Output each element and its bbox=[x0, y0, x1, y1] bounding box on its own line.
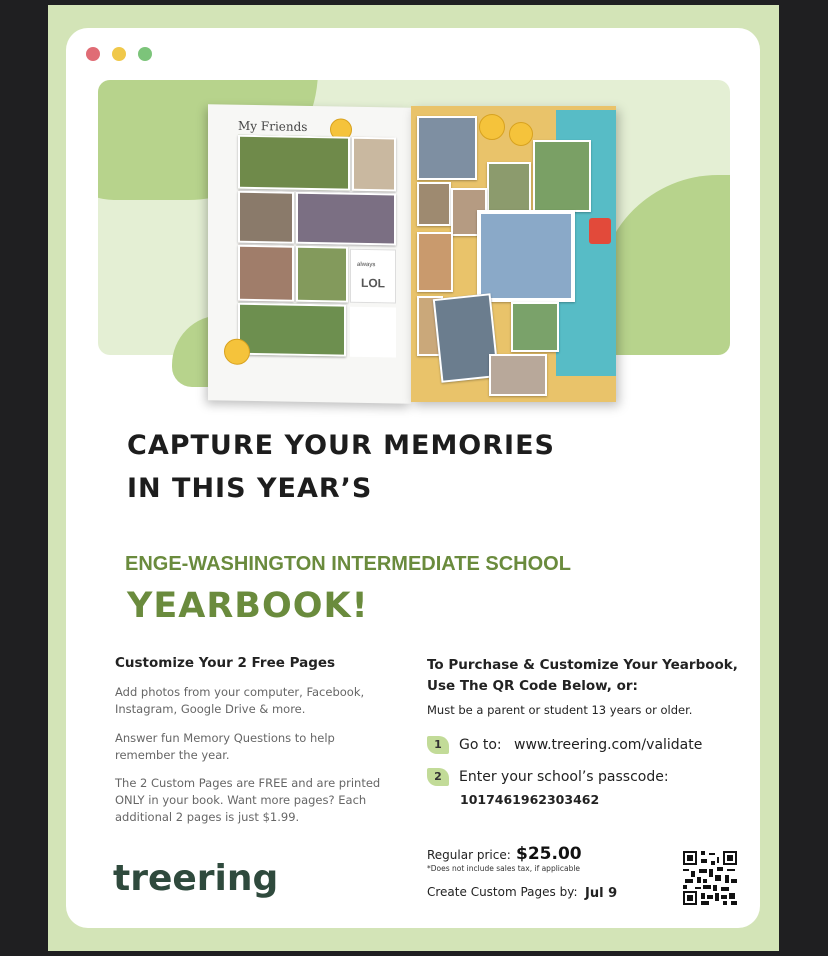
qr-code-icon[interactable] bbox=[683, 851, 737, 905]
window-close-button[interactable] bbox=[86, 47, 100, 61]
photo bbox=[238, 303, 346, 357]
quote-lol-text: LOL bbox=[361, 275, 385, 291]
customize-paragraph-2: Answer fun Memory Questions to help remember the year. bbox=[115, 731, 335, 762]
quote-small-text: always bbox=[357, 261, 376, 269]
regular-price-value: $25.00 bbox=[516, 844, 582, 864]
photo bbox=[296, 192, 396, 246]
photo bbox=[511, 302, 559, 352]
photo bbox=[296, 246, 348, 303]
deadline-date: Jul 9 bbox=[585, 886, 618, 901]
photo bbox=[352, 137, 396, 192]
photo bbox=[533, 140, 591, 212]
caption-block bbox=[350, 307, 396, 358]
quote-card bbox=[350, 249, 396, 304]
book-left-page bbox=[208, 104, 411, 404]
photo bbox=[238, 245, 294, 302]
photo bbox=[238, 191, 294, 244]
step-1-label: Go to: bbox=[459, 737, 502, 753]
deadline-label: Create Custom Pages by: bbox=[427, 885, 578, 899]
customize-paragraph-3: The 2 Custom Pages are FREE and are printed ONLY in your book. Want more pages? Each additional 2 pages is just $1.99. bbox=[115, 776, 381, 824]
photo bbox=[238, 135, 350, 191]
eligibility-text: Must be a parent or student 13 years or older. bbox=[427, 703, 693, 717]
fries-icon bbox=[589, 218, 611, 244]
headline-line-2: IN THIS YEAR’S bbox=[127, 473, 373, 504]
customize-heading: Customize Your 2 Free Pages bbox=[115, 655, 336, 671]
window-zoom-button[interactable] bbox=[138, 47, 152, 61]
photo bbox=[489, 354, 547, 396]
step-2-label: Enter your school’s passcode: bbox=[459, 769, 669, 785]
glasses-emoji-icon bbox=[509, 122, 533, 146]
photo bbox=[477, 210, 575, 302]
step-2-badge: 2 bbox=[427, 768, 449, 786]
headline-line-1: CAPTURE YOUR MEMORIES bbox=[127, 430, 555, 461]
photo bbox=[417, 232, 453, 292]
window-minimize-button[interactable] bbox=[112, 47, 126, 61]
book-page-title: My Friends bbox=[238, 118, 308, 134]
school-name: ENGE-WASHINGTON INTERMEDIATE SCHOOL bbox=[125, 553, 571, 575]
yearbook-title: YEARBOOK! bbox=[127, 586, 369, 626]
book-right-page bbox=[411, 106, 616, 402]
heart-eyes-emoji-icon bbox=[224, 339, 250, 365]
photo bbox=[487, 162, 531, 212]
photo bbox=[417, 116, 477, 180]
regular-price-label: Regular price: bbox=[427, 848, 511, 862]
customize-paragraph-1: Add photos from your computer, Facebook, Instagram, Google Drive & more. bbox=[115, 685, 365, 716]
tax-note: *Does not include sales tax, if applicable bbox=[427, 864, 581, 873]
yearbook-illustration bbox=[208, 106, 618, 402]
validate-url-link[interactable]: www.treering.com/validate bbox=[514, 737, 703, 753]
photo bbox=[417, 182, 451, 226]
step-1-badge: 1 bbox=[427, 736, 449, 754]
heart-eyes-emoji-icon bbox=[479, 114, 505, 140]
treering-logo: treering bbox=[113, 858, 279, 899]
school-passcode: 1017461962303462 bbox=[460, 792, 600, 807]
purchase-heading: To Purchase & Customize Your Yearbook, Use The QR Code Below, or: bbox=[427, 657, 738, 694]
